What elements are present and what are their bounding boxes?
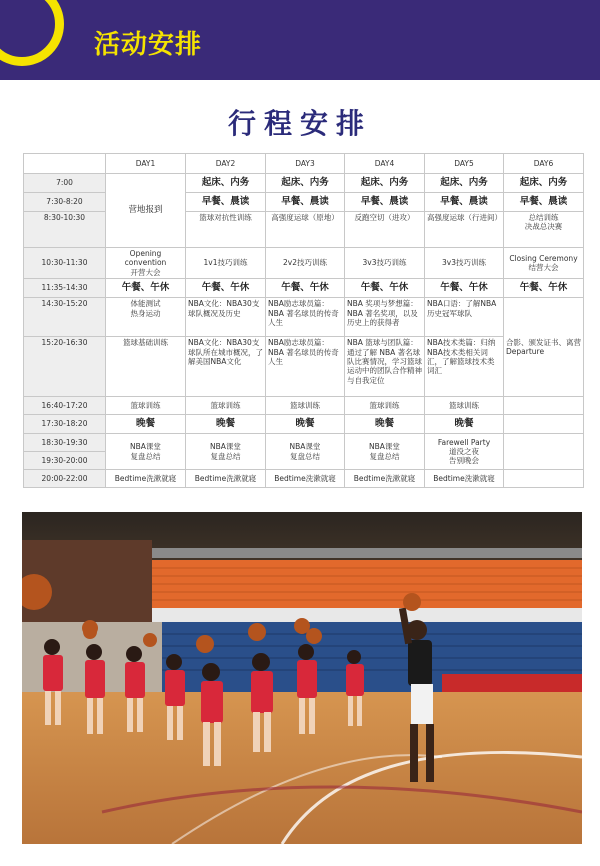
schedule-cell: 午餐、午休 — [106, 279, 186, 298]
schedule-cell: 晚餐 — [186, 415, 266, 434]
railing — [142, 548, 582, 558]
schedule-cell: Bedtime洗漱就寝 — [345, 470, 425, 488]
table-row — [24, 337, 584, 397]
schedule-cell: Bedtime洗漱就寝 — [106, 470, 186, 488]
time-cell: 19:30-20:00 — [24, 452, 106, 470]
schedule-cell: NBA文化：NBA30支球队概况及历史 — [186, 298, 266, 337]
page-header — [0, 0, 600, 80]
time-cell: 16:40-17:20 — [24, 397, 106, 415]
time-cell: 7:00 — [24, 174, 106, 193]
schedule-cell — [504, 470, 584, 488]
header-title: 活动安排 — [94, 30, 203, 60]
schedule-cell: 晚餐 — [345, 415, 425, 434]
schedule-cell — [504, 397, 584, 415]
table-row — [24, 248, 584, 279]
schedule-cell: 午餐、午休 — [186, 279, 266, 298]
schedule-cell: 起床、内务 — [425, 174, 504, 193]
schedule-cell: Bedtime洗漱就寝 — [425, 470, 504, 488]
schedule-cell: NBA课堂 复盘总结 — [186, 434, 266, 470]
time-cell: 10:30-11:30 — [24, 248, 106, 279]
schedule-cell: 早餐、晨读 — [425, 193, 504, 212]
schedule-cell: NBA课堂 复盘总结 — [266, 434, 345, 470]
schedule-cell: NBA励志球员篇：NBA 著名球员的传奇人生 — [266, 337, 345, 397]
schedule-cell: 晚餐 — [266, 415, 345, 434]
schedule-cell: NBA技术类篇：归纳NBA技术类相关词汇，了解篮球技术类词汇 — [425, 337, 504, 397]
time-cell: 18:30-19:30 — [24, 434, 106, 452]
day-header: DAY2 — [186, 154, 266, 174]
schedule-cell: 高强度运球（行进间） — [425, 212, 504, 248]
schedule-cell: Opening convention 开营大会 — [106, 248, 186, 279]
schedule-cell: NBA文化：NBA30支球队所在城市概况，了解美国NBA文化 — [186, 337, 266, 397]
schedule-cell: 营地报到 — [106, 174, 186, 248]
schedule-cell: 篮球训练 — [106, 397, 186, 415]
schedule-cell: 篮球训练 — [345, 397, 425, 415]
page-title: 行程安排 — [227, 107, 372, 140]
schedule-cell: NBA口语：了解NBA历史冠军球队 — [425, 298, 504, 337]
header-ring-decoration — [0, 0, 64, 66]
time-cell: 14:30-15:20 — [24, 298, 106, 337]
schedule-cell: Farewell Party 道没之夜 告别晚会 — [425, 434, 504, 470]
schedule-cell: 起床、内务 — [186, 174, 266, 193]
time-cell: 15:20-16:30 — [24, 337, 106, 397]
schedule-cell: 起床、内务 — [504, 174, 584, 193]
table-row — [24, 415, 584, 434]
time-cell: 8:30-10:30 — [24, 212, 106, 248]
header-time-cell — [24, 154, 106, 174]
day-header: DAY4 — [345, 154, 425, 174]
schedule-cell: 3v3技巧训练 — [345, 248, 425, 279]
schedule-cell: NBA 奖项与梦想篇：NBA 著名奖项，以及历史上的获得者 — [345, 298, 425, 337]
schedule-cell: 起床、内务 — [345, 174, 425, 193]
schedule-cell: NBA 篮球与团队篇：通过了解 NBA 著名球队比赛情况，学习篮球运动中的团队合作精神与自我定位 — [345, 337, 425, 397]
time-cell: 7:30-8:20 — [24, 193, 106, 212]
schedule-cell: 篮球训练 — [425, 397, 504, 415]
schedule-cell: 早餐、晨读 — [504, 193, 584, 212]
schedule-cell: 篮球对抗性训练 — [186, 212, 266, 248]
day-header: DAY5 — [425, 154, 504, 174]
schedule-cell: 3v3技巧训练 — [425, 248, 504, 279]
table-row — [24, 434, 584, 452]
schedule-cell: NBA课堂 复盘总结 — [345, 434, 425, 470]
schedule-cell: 早餐、晨读 — [186, 193, 266, 212]
table-row — [24, 174, 584, 193]
photo-illustration — [22, 512, 582, 844]
schedule-cell — [504, 415, 584, 434]
table-row — [24, 397, 584, 415]
table-row — [24, 470, 584, 488]
schedule-cell: 晚餐 — [425, 415, 504, 434]
schedule-cell: 篮球基础训练 — [106, 337, 186, 397]
schedule-cell: 体能测试 热身运动 — [106, 298, 186, 337]
day-header: DAY3 — [266, 154, 345, 174]
schedule-cell: NBA励志球员篇：NBA 著名球员的传奇人生 — [266, 298, 345, 337]
schedule-cell: 总结训练 决战总决赛 — [504, 212, 584, 248]
schedule-cell: 早餐、晨读 — [345, 193, 425, 212]
time-cell: 17:30-18:20 — [24, 415, 106, 434]
schedule-cell: 1v1技巧训练 — [186, 248, 266, 279]
time-cell: 11:35-14:30 — [24, 279, 106, 298]
schedule-cell: 篮球训练 — [266, 397, 345, 415]
schedule-cell: Bedtime洗漱就寝 — [186, 470, 266, 488]
schedule-table — [23, 153, 584, 488]
schedule-cell: 午餐、午休 — [425, 279, 504, 298]
table-row — [24, 279, 584, 298]
schedule-cell: 晚餐 — [106, 415, 186, 434]
time-cell: 20:00-22:00 — [24, 470, 106, 488]
table-header-row — [24, 154, 584, 174]
schedule-cell: 合影、颁发证书、离营Departure — [504, 298, 584, 397]
schedule-cell: 起床、内务 — [266, 174, 345, 193]
schedule-cell: 午餐、午休 — [504, 279, 584, 298]
table-row — [24, 298, 584, 337]
schedule-cell: Bedtime洗漱就寝 — [266, 470, 345, 488]
schedule-cell: 早餐、晨读 — [266, 193, 345, 212]
schedule-cell: Closing Ceremony 结营大会 — [504, 248, 584, 279]
schedule-cell: 午餐、午休 — [345, 279, 425, 298]
day-header: DAY1 — [106, 154, 186, 174]
day-header: DAY6 — [504, 154, 584, 174]
schedule-cell: 反跑空切（进攻） — [345, 212, 425, 248]
schedule-cell: 午餐、午休 — [266, 279, 345, 298]
schedule-cell — [504, 434, 584, 470]
schedule-cell: NBA课堂 复盘总结 — [106, 434, 186, 470]
schedule-cell: 2v2技巧训练 — [266, 248, 345, 279]
schedule-cell: 高强度运球（原地） — [266, 212, 345, 248]
schedule-cell: 篮球训练 — [186, 397, 266, 415]
basketball-training-photo — [22, 512, 582, 844]
